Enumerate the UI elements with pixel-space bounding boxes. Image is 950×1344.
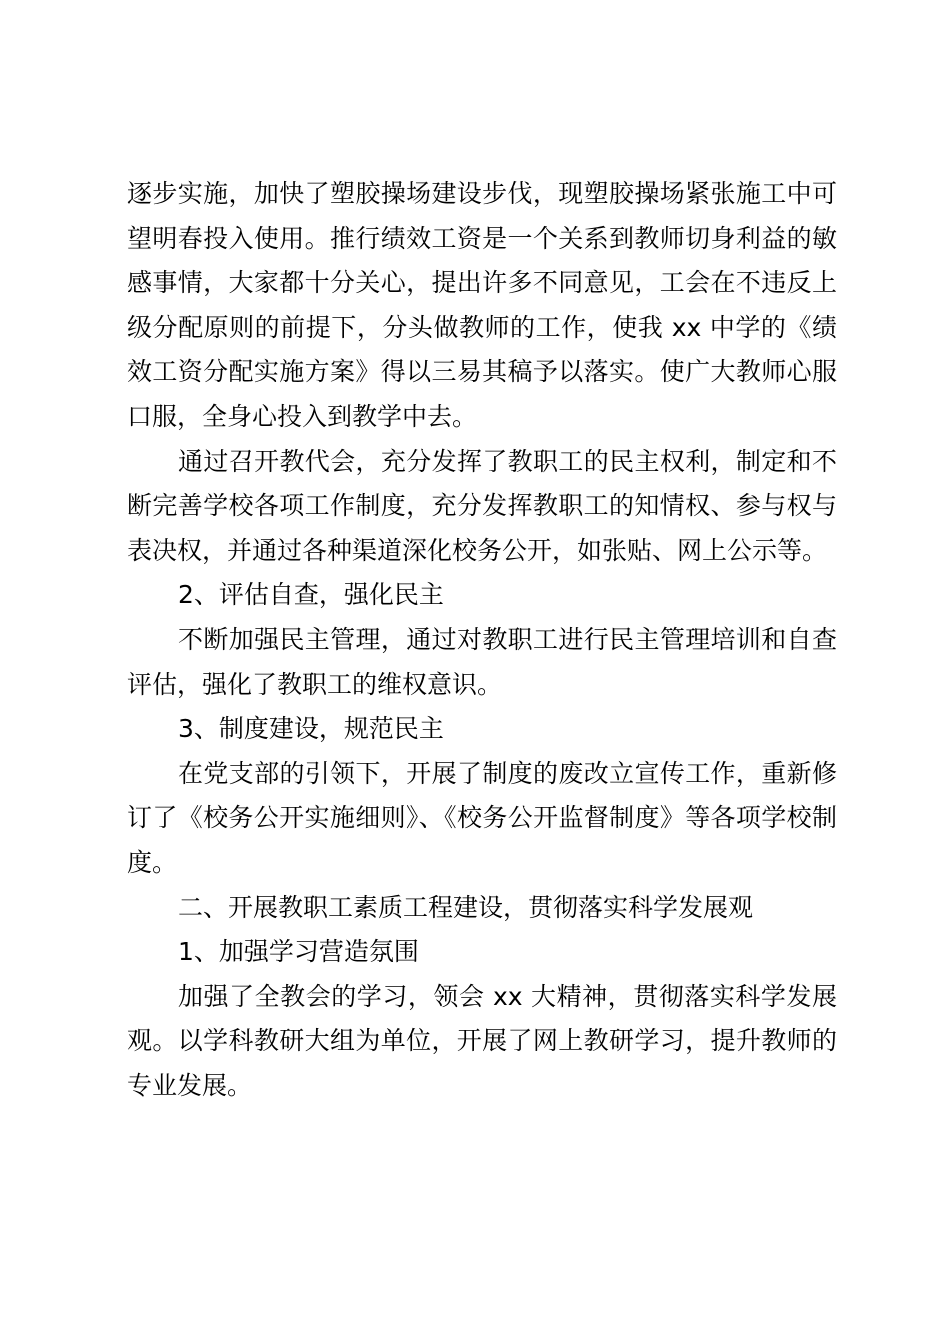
heading-study-atmosphere: 1、加强学习营造氛围 (178, 937, 419, 967)
paragraph-democratic-management: 不断加强民主管理，通过对教职工进行民主管理培训和自查评估，强化了教职工的维权意识。 (127, 624, 837, 699)
document-body (127, 172, 837, 1108)
heading-system-building: 3、制度建设，规范民主 (178, 714, 444, 744)
paragraph-teachers-congress: 通过召开教代会，充分发挥了教职工的民主权利，制定和不断完善学校各项工作制度，充分发挥教职工的知情权、参与权与表决权，并通过各种渠道深化校务公开，如张贴、网上公示等。 (127, 446, 837, 565)
heading-self-assessment: 2、评估自查，强化民主 (178, 580, 444, 610)
paragraph-continued: 逐步实施，加快了塑胶操场建设步伐，现塑胶操场紧张施工中可望明春投入使用。推行绩效工资是一个关系到教师切身利益的敏感事情，大家都十分关心，提出许多不同意见，工会在不违反上级分配原则的前提下，分头做教师的工作，使我 xx 中学的《绩效工资分配实施方案》得以三易其稿予以落实。使广大教师心服口服，全身心投入到教学中去。 (127, 179, 837, 431)
paragraph-study: 加强了全教会的学习，领会 xx 大精神，贯彻落实科学发展观。以学科教研大组为单位，开展了网上教研学习，提升教师的专业发展。 (127, 981, 837, 1100)
paragraph-system-revision: 在党支部的引领下，开展了制度的废改立宣传工作，重新修订了《校务公开实施细则》、《校务公开监督制度》等各项学校制度。 (127, 758, 837, 877)
heading-section-two: 二、开展教职工素质工程建设，贯彻落实科学发展观 (178, 892, 754, 922)
